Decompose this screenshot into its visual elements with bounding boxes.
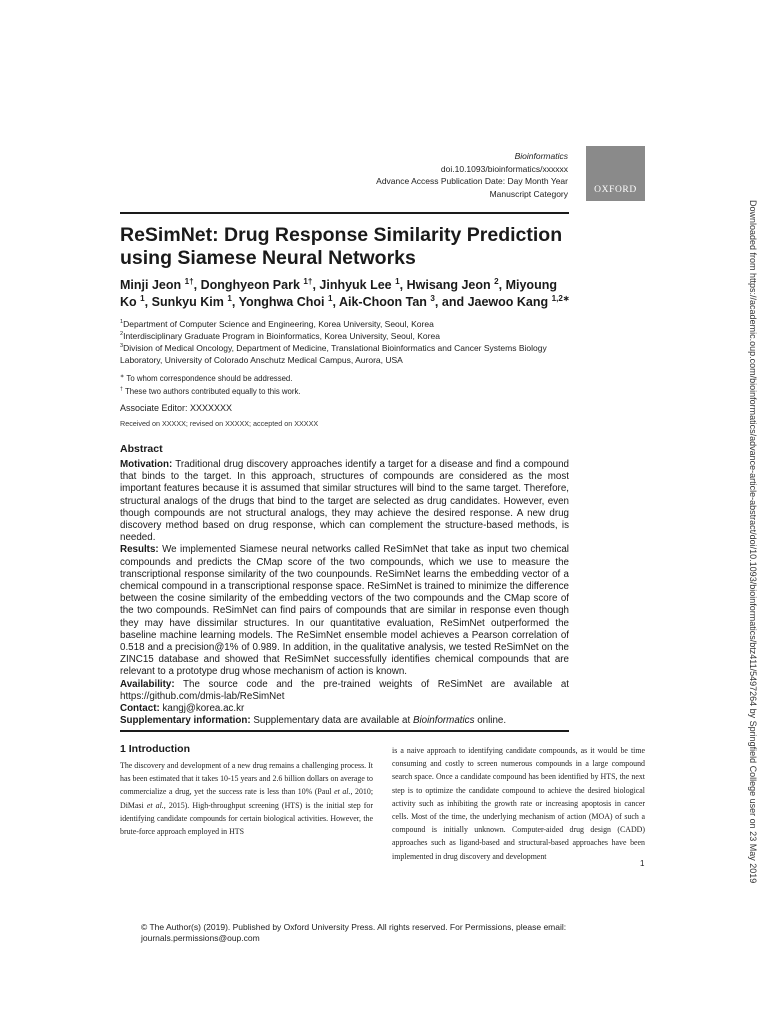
author: Minji Jeon $^{1\dagger}$, xyxy=(120,276,201,292)
author: Jinhyuk Lee $^1$, xyxy=(319,276,407,292)
author-list xyxy=(120,277,580,311)
oxford-logo-text: OXFORD xyxy=(594,185,637,195)
corresponding-note: ∗ To whom correspondence should be addressed. xyxy=(120,373,293,383)
author: Yonghwa Choi $^1$, xyxy=(238,293,339,309)
affiliations xyxy=(120,318,580,366)
author: Hwisang Jeon $^2$, xyxy=(406,276,506,292)
abstract-contact: Contact: kangj@korea.ac.kr xyxy=(120,703,245,715)
intro-column-right: is a naive approach to identifying candidate compounds, as it would be time consuming and costly to screen numerous compounds in a large compound search space. Once a candidate compound has been identified by HTS, the next step is to optimize the candidate compound to achieve the desired biological activity such as inhibiting the growth rate or increasing apoptosis in cancer cells. Most of the time, the underlying mechanism of action (MOA) of such a compound is initially unknown. Computer-aided drug design (CADD) approaches such as ligand-based and structural-based approaches have been implemented in drug discovery and development xyxy=(392,746,645,861)
author: Sunkyu Kim $^1$, xyxy=(151,293,239,309)
abstract-motivation: Motivation: Traditional drug discovery approaches identify a target for a disease and find a compound that binds to the target. In this approach, structures of compounds are considered as the most important features because it is assumed that similar structures will bind to the same target. Therefore, structural analogs of the drugs that bind to the target are selected as drug candidates. However, even though compounds are not structural analogs, they may achieve the desired response. A new drug discovery method based on drug response, which can complement the structure-based methods, is needed. xyxy=(120,459,570,544)
affiliation: $^2$Interdisciplinary Graduate Program in Bioinformatics, Korea University, Seoul, Korea xyxy=(120,331,440,341)
journal-meta xyxy=(268,150,568,200)
download-strip: Downloaded from https://academic.oup.com/bioinformatics/advance-article-abstract/doi/10.1093/bioinformatics/btz411/5497264 by Springfield College user on 23 May 2019 xyxy=(748,200,758,884)
author: Donghyeon Park $^{1\dagger}$, xyxy=(200,276,320,292)
affiliation: $^3$Division of Medical Oncology, Department of Medicine, Translational Bioinformatics and Cancer Systems Biology Laboratory, University of Colorado Anschutz Medical Campus, Aurora, USA xyxy=(120,343,547,365)
oxford-logo xyxy=(586,146,645,201)
author: Jaewoo Kang $^{1,2∗}$ xyxy=(467,293,570,309)
abstract-availability: Availability: The source code and the pre-trained weights of ReSimNet are available at https://github.com/dmis-lab/ReSimNet xyxy=(120,678,570,702)
manuscript-category: Manuscript Category xyxy=(489,188,568,199)
top-rule xyxy=(120,212,569,214)
publication-date: Advance Access Publication Date: Day Month Year xyxy=(376,176,568,186)
paper-title: ReSimNet: Drug Response Similarity Prediction using Siamese Neural Networks xyxy=(120,224,563,269)
section-heading-introduction: 1 Introduction xyxy=(120,743,190,755)
associate-editor: Associate Editor: XXXXXXX xyxy=(120,403,233,413)
author: Miyoung Ko $^1$, xyxy=(120,278,557,309)
author: Aik-Choon Tan $^3$, and xyxy=(338,293,468,309)
equal-contribution-note: † These two authors contributed equally to this work. xyxy=(120,385,301,396)
abstract-heading: Abstract xyxy=(120,443,163,455)
journal-name: Bioinformatics xyxy=(514,151,568,161)
intro-column-left: The discovery and development of a new drug remains a challenging process. It has been estimated that it takes 10-15 years and 2.6 billion dollars on average to commercialize a drug, yet the success rate is less than 10% (Paul et al., 2010; DiMasi et al., 2015). High-throughput screening (HTS) is the initial step for identifying candidate compounds for certain biological activities. However, the brute-force approach employed in HTS xyxy=(120,761,374,837)
copyright-footer: © The Author(s) (2019). Published by Oxford University Press. All rights reserved. For Permissions, please email: journals.permissions@oup.com xyxy=(141,922,567,943)
contact-email-link[interactable]: kangj@korea.ac.kr xyxy=(162,703,245,715)
abstract-body xyxy=(120,459,569,727)
abstract-results: Results: We implemented Siamese neural networks called ReSimNet that take as input two chemical compounds and predicts the CMap score of the two compounds, which we use to measure the transcriptional response similarity of the two counpounds. ReSimNet learns the embedding vector of a chemical compound in a transcriptional response space. ReSimNet is trained to minimize the difference between the cosine similarity of the embedding vectors of the two compounds and the CMap score of the two compounds. ReSimNet can find pairs of compounds that are similar in response even though they may have dissimilar structures. In our quantitative evaluation, ReSimNet outperformed the baseline machine learning models. The ReSimNet ensemble model achieves a Pearson correlation of 0.518 and a precision@1% of 0.989. In addition, in the qualitative analysis, we tested ReSimNet on the ZINC15 database and showed that ReSimNet successfully identifies chemical compounds that are relevant to a prototype drug whose mechanism of action is known. xyxy=(120,544,569,678)
abstract-supplementary: Supplementary information: Supplementary data are available at Bioinformatics online. xyxy=(120,715,507,727)
doi: doi.10.1093/bioinformatics/xxxxxx xyxy=(440,163,568,174)
author-notes xyxy=(120,373,580,398)
github-link[interactable]: The source code and the pre-trained weights of ReSimNet are available at https://github.com/dmis-lab/ReSimNet xyxy=(120,678,570,702)
page-number: 1 xyxy=(640,859,645,868)
received-dates: Received on XXXXX; revised on XXXXX; accepted on XXXXX xyxy=(120,419,319,428)
affiliation: $^1$Department of Computer Science and Engineering, Korea University, Seoul, Korea xyxy=(120,319,434,329)
bottom-rule xyxy=(120,730,569,732)
